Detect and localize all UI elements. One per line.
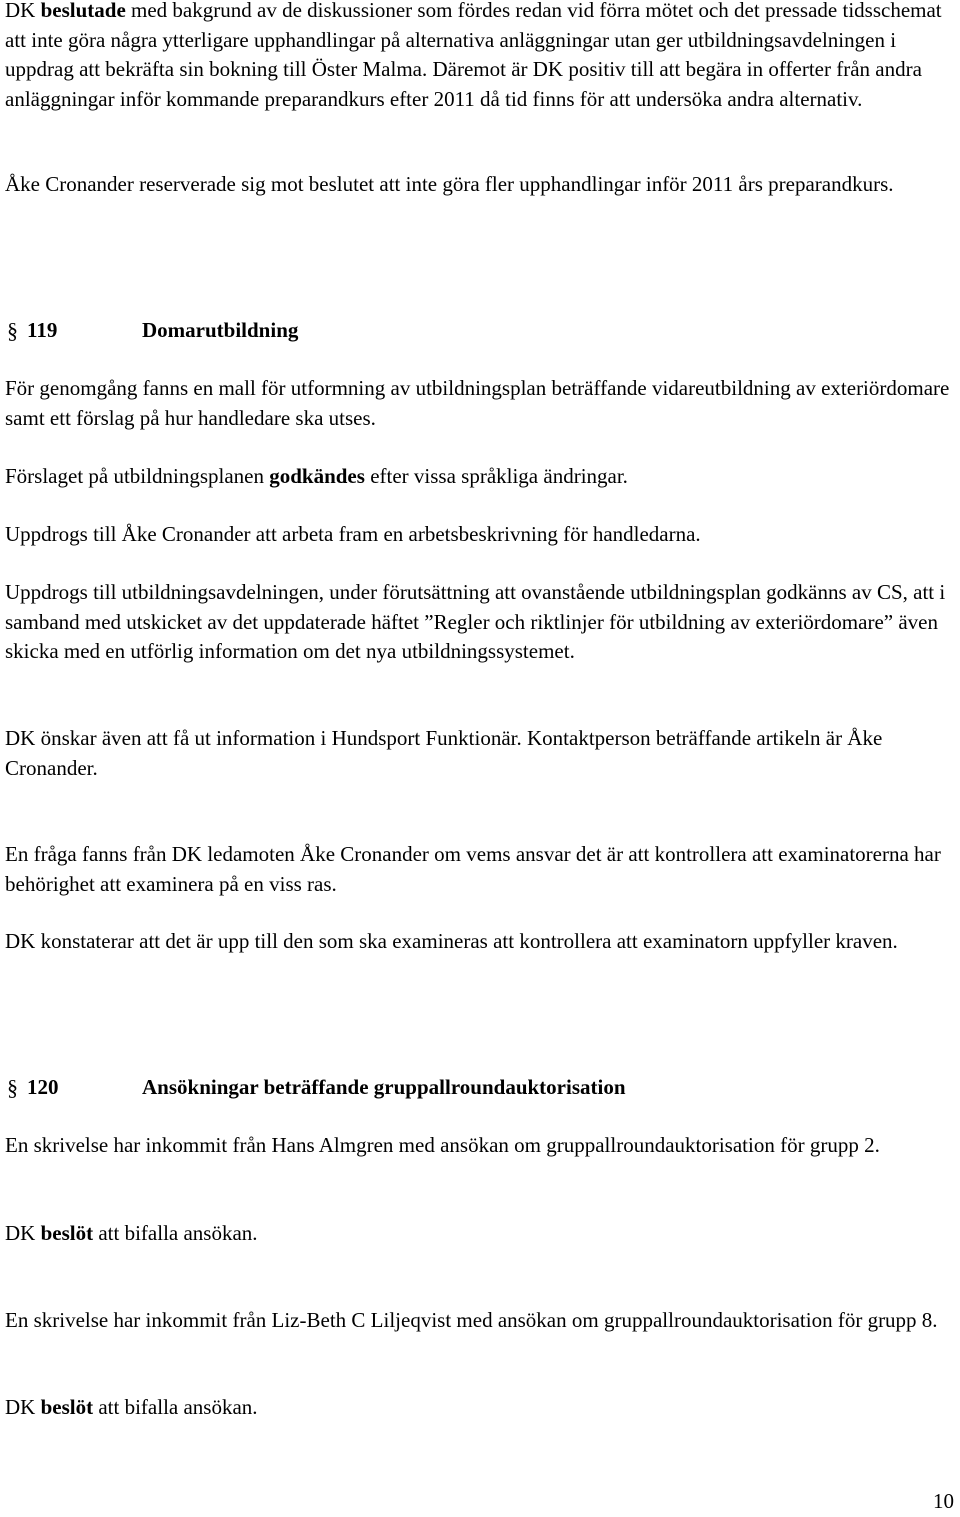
paragraph-119-5: DK önskar även att få ut information i Hundsport Funktionär. Kontaktperson beträffande artikeln är Åke Cronander. [5, 726, 883, 780]
paragraph-120-3: En skrivelse har inkommit från Liz-Beth C Liljeqvist med ansökan om gruppallroundauktorisation för grupp 8. [5, 1308, 938, 1332]
paragraph-119-4: Uppdrogs till utbildningsavdelningen, under förutsättning att ovanstående utbildningsplan godkänns av CS, att i samband med utskicket av det uppdaterade häftet ”Regler och riktlinjer för utbildning av exteriördomare” även skicka med en utförlig information om det nya utbildningssystemet. [5, 580, 946, 663]
paragraph-120-4 [5, 1393, 955, 1423]
text-run: DK [5, 1221, 41, 1245]
text-run: Förslaget på utbildningsplanen [5, 464, 270, 488]
section-sign: § [7, 318, 18, 343]
paragraph-decision-venue [5, 0, 955, 114]
paragraph-119-1: För genomgång fanns en mall för utformning av utbildningsplan beträffande vidareutbildning av exteriördomare samt ett förslag på hur handledare ska utses. [5, 376, 950, 430]
paragraph-reservation: Åke Cronander reserverade sig mot beslutet att inte göra fler upphandlingar inför 2011 års preparandkurs. [5, 172, 894, 196]
section-number: 119 [27, 318, 58, 342]
text-run: att bifalla ansökan. [93, 1395, 258, 1419]
section-title: Ansökningar beträffande gruppallroundauktorisation [142, 1075, 626, 1099]
section-title: Domarutbildning [142, 318, 299, 342]
text-run: DK [5, 1395, 41, 1419]
paragraph-119-6: En fråga fanns från DK ledamoten Åke Cronander om vems ansvar det är att kontrollera att examinatorerna har behörighet att examinera på en viss ras. [5, 842, 941, 896]
paragraph-119-7: DK konstaterar att det är upp till den som ska examineras att kontrollera att examinatorn uppfyller kraven. [5, 929, 898, 953]
paragraph-120-1: En skrivelse har inkommit från Hans Almgren med ansökan om gruppallroundauktorisation för grupp 2. [5, 1133, 880, 1157]
bold-term: beslöt [40, 1221, 94, 1245]
paragraph-120-2 [5, 1219, 955, 1249]
section-number: 120 [27, 1075, 59, 1099]
text-run: att bifalla ansökan. [93, 1221, 258, 1245]
text-run: DK [5, 0, 41, 22]
paragraph-119-3: Uppdrogs till Åke Cronander att arbeta fram en arbetsbeskrivning för handledarna. [5, 522, 701, 546]
bold-term: beslutade [40, 0, 126, 22]
bold-term: beslöt [40, 1395, 94, 1419]
section-sign: § [7, 1075, 18, 1100]
text-run: efter vissa språkliga ändringar. [364, 464, 628, 488]
bold-term: godkändes [269, 464, 365, 488]
paragraph-119-2 [5, 462, 955, 492]
text-run: med bakgrund av de diskussioner som fördes redan vid förra mötet och det pressade tidsschemat att inte göra några ytterligare upphandlingar på alternativa anläggningar utan ger utbildningsavdelningen i uppdrag att bekräfta sin bokning till Öster Malma. Däremot är DK positiv till att begära in offerter från andra anläggningar inför kommande preparandkurs efter 2011 då tid finns för att undersöka andra alternativ. [5, 0, 942, 111]
page-number: 10 [933, 1489, 954, 1513]
